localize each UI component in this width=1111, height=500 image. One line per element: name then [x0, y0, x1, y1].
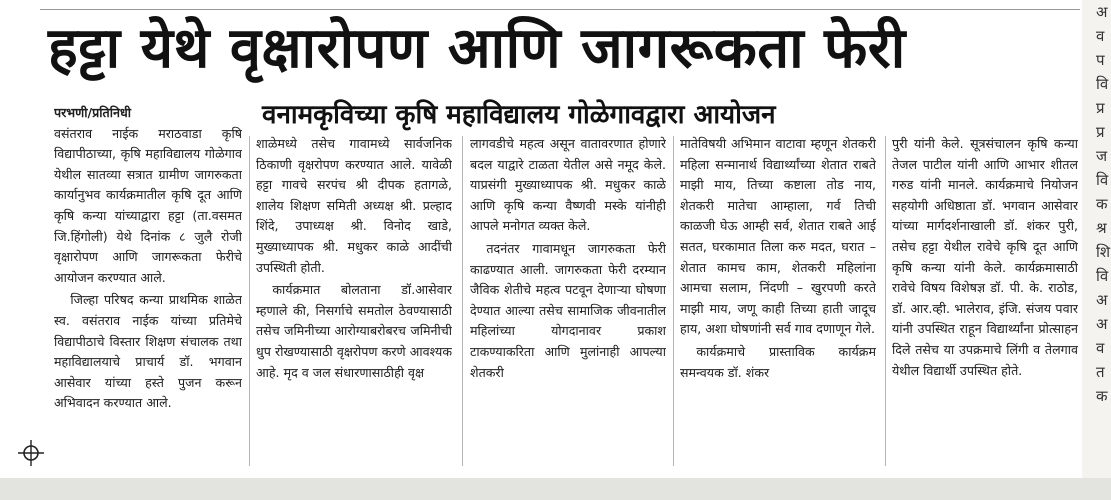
- paragraph: मातेविषयी अभिमान वाटावा म्हणून शेतकरी महिला सन्मानार्थ विद्यार्थ्यांच्या शेतात राबते माझी माय, तिच्या कष्टाला तोड नाय, शेतकरी मातेचा आम्हाला, गर्व तिची काळजी घेऊ आम्ही सर्व, शेतात राबते आई सतत, घरकामात तिला करु मदत, घरात – शेतात कामच काम, शेतकरी महिलांना आमचा सलाम, निंदणी – खुरपणी करते माझी माय, जणू काही तिच्या हाती जादूच हाय, अशा घोषणांनी सर्व गाव दणाणून गेले.: [680, 136, 876, 337]
- paragraph: लागवडीचे महत्व असून वातावरणात होणारे बदल याद्वारे टाळता येतील असे नमूद केले. याप्रसंगी मुख्याध्यापक श्री. मधुकर काळे आणि कृषि कन्या वैष्णवी मस्के यांनीही आपले मनोगत व्यक्त केले.: [470, 136, 666, 234]
- column-divider: [462, 136, 463, 466]
- scan-background: [0, 478, 1111, 500]
- edge-glyph: प्र: [1096, 99, 1105, 117]
- column-divider: [673, 136, 674, 466]
- paragraph: जिल्हा परिषद कन्या प्राथमिक शाळेत स्व. वसंतराव नाईक यांच्या प्रतिमेचे विद्यापीठाचे विस्तार शिक्षण संचालक तथा महाविद्यालयाचे प्राचार्य डॉ. भगवान आसेवार यांच्या हस्ते पुजन करून अभिवादन करण्यात आले.: [54, 292, 242, 411]
- edge-glyph: प्र: [1096, 123, 1105, 141]
- edge-glyph: वि: [1096, 267, 1109, 285]
- article-column-2: [256, 134, 452, 474]
- top-rule: [40, 0, 1080, 10]
- paragraph: कार्यक्रमात बोलताना डॉ.आसेवार म्हणाले की, निसर्गाचे समतोल ठेवण्यासाठी तसेच जमिनीच्या आरोग्याबरोबरच जमिनीची धुप रोखण्यासाठी वृक्षरोपण करणे आवश्यक आहे. मृद व जल संधारणासाठीही वृक्ष: [256, 282, 452, 380]
- edge-glyph: श्र: [1096, 219, 1107, 237]
- edge-glyph: प: [1096, 51, 1105, 69]
- edge-glyph: अ: [1096, 3, 1108, 21]
- edge-glyph: वि: [1096, 75, 1109, 93]
- edge-glyph: अ: [1096, 291, 1108, 309]
- subheadline: वनामकृविच्या कृषि महाविद्यालय गोळेगावद्वारा आयोजन: [262, 100, 776, 130]
- edge-glyph: व: [1096, 27, 1105, 45]
- column-divider: [249, 136, 250, 466]
- article-column-1: [54, 103, 242, 473]
- paragraph: कार्यक्रमाचे प्रास्ताविक कार्यक्रम समन्वयक डॉ. शंकर: [680, 343, 876, 380]
- edge-glyph: व: [1096, 339, 1105, 357]
- edge-glyph: क: [1096, 387, 1108, 405]
- registration-mark-icon: [18, 440, 44, 466]
- edge-glyph: शि: [1096, 243, 1111, 261]
- column-divider: [885, 136, 886, 466]
- edge-glyph: क: [1096, 195, 1108, 213]
- article-column-4: [680, 134, 876, 474]
- edge-glyph: वि: [1096, 171, 1109, 189]
- paragraph: पुरी यांनी केले. सूत्रसंचालन कृषि कन्या तेजल पाटील यांनी आणि आभार शीतल गरुड यांनी मानले. कार्यक्रमाचे नियोजन सहयोगी अधिष्ठाता डॉ. भगवान आसेवार यांच्या मार्गदर्शनाखाली डॉ. शंकर पुरी, तसेच हट्टा येथील रावेचे कृषि दूत आणि कृषि कन्या यांनी केले. कार्यक्रमासाठी रावेचे विषय विशेषज्ञ डॉ. पी. के. राठोड, डॉ. आर.व्ही. भालेराव, इंजि. संजय पवार यांनी उपस्थित राहून विद्यार्थ्यांना प्रोत्साहन दिले तसेच या उपक्रमाचे लिंगी व तेलगाव येथील विद्यार्थी उपस्थित होते.: [892, 136, 1078, 378]
- paragraph: तदनंतर गावामधून जागरुकता फेरी काढण्यात आली. जागरुकता फेरी दरम्यान जैविक शेतीचे महत्व पटवून देणाऱ्या घोषणा देण्यात आल्या तसेच सामाजिक जीवनातील महिलांच्या योगदानावर प्रकाश टाकण्याकरिता आणि मुलांनाही आपल्या शेतकरी: [470, 240, 666, 380]
- edge-glyph: त: [1096, 363, 1105, 381]
- byline: परभणी/प्रतिनिधी: [54, 105, 131, 120]
- article-column-5: [892, 134, 1078, 474]
- edge-glyph: अ: [1096, 315, 1108, 333]
- adjacent-article-fragment: [1082, 0, 1111, 478]
- article-column-3: [470, 134, 666, 474]
- edge-glyph: ज: [1096, 147, 1108, 165]
- headline: हट्टा येथे वृक्षारोपण आणि जागरूकता फेरी: [48, 16, 906, 81]
- paragraph: वसंतराव नाईक मराठवाडा कृषि विद्यापीठाच्या, कृषि महाविद्यालय गोळेगाव येथील सातव्या सत्रात ग्रामीण जागरुकता कार्यानुभव कार्यक्रमातील कृषि दूत आणि कृषि कन्या यांच्याद्वारा हट्टा (ता.वसमत जि.हिंगोली) येथे दिनांक ८ जुलै रोजी वृक्षारोपण आणि जागरूकता फेरीचे आयोजन करण्यात आले.: [54, 125, 242, 285]
- paragraph: शाळेमध्ये तसेच गावामध्ये सार्वजनिक ठिकाणी वृक्षरोपण करण्यात आले. यावेळी हट्टा गावचे सरपंच श्री दीपक हतागळे, शालेय शिक्षण समिती अध्यक्ष श्री. प्रल्हाद शिंदे, उपाध्यक्ष श्री. विनोद खाडे, मुख्याध्यापक श्री. मधुकर काळे आदींची उपस्थिती होती.: [256, 136, 452, 275]
